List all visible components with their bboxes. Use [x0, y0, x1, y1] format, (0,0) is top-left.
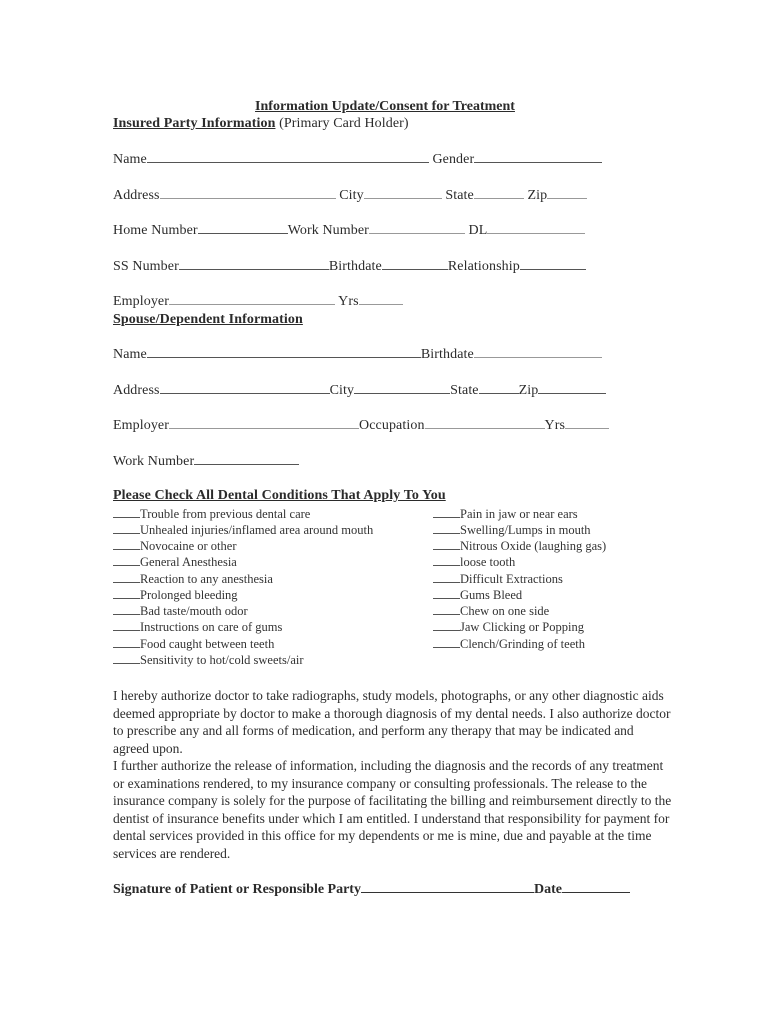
insured-zip-field[interactable]: [547, 187, 587, 199]
condition-checkbox[interactable]: [433, 555, 460, 566]
condition-checkbox[interactable]: [433, 539, 460, 550]
condition-label: Prolonged bleeding: [140, 588, 238, 602]
condition-checkbox[interactable]: [113, 572, 140, 583]
spouse-heading-line: [113, 312, 303, 328]
condition-label: Clench/Grinding of teeth: [460, 637, 585, 651]
condition-checkbox[interactable]: [113, 539, 140, 550]
insured-ss-label: SS Number: [113, 259, 179, 274]
insured-phone-row: [113, 222, 585, 239]
condition-item: [433, 555, 515, 570]
insured-employer-label: Employer: [113, 294, 170, 309]
condition-label: Trouble from previous dental care: [140, 507, 311, 521]
spouse-name-field[interactable]: [147, 346, 421, 358]
insured-employer-row: [113, 293, 403, 310]
insured-zip-label: Zip: [527, 188, 548, 203]
spouse-work-number-label: Work Number: [113, 454, 195, 469]
condition-checkbox[interactable]: [113, 653, 140, 664]
spouse-name-label: Name: [113, 347, 147, 362]
insured-birthdate-label: Birthdate: [328, 259, 382, 274]
condition-label: loose tooth: [460, 555, 516, 569]
signature-row: [113, 881, 630, 898]
insured-heading: Insured Party Information: [113, 116, 276, 131]
condition-item: [113, 604, 248, 619]
condition-item: [433, 507, 578, 522]
consent-paragraph-1: I hereby authorize doctor to take radiographs, study models, photographs, or any other diagnostic aids deemed appropriate by doctor to make a thorough diagnosis of my dental needs. I also authorize doctor to prescribe any and all forms of medication, and perform any therapy that may be indicated and agreed upon.: [113, 688, 671, 756]
insured-birthdate-field[interactable]: [382, 258, 448, 270]
condition-item: [113, 620, 282, 635]
condition-label: Jaw Clicking or Popping: [460, 620, 584, 634]
insured-relationship-field[interactable]: [520, 258, 586, 270]
condition-item: [433, 604, 549, 619]
condition-label: Sensitivity to hot/cold sweets/air: [140, 653, 304, 667]
insured-state-label: State: [445, 188, 474, 203]
spouse-occupation-label: Occupation: [359, 418, 425, 433]
condition-item: [433, 539, 606, 554]
insured-heading-suffix: (Primary Card Holder): [275, 116, 409, 131]
spouse-address-label: Address: [113, 383, 160, 398]
condition-item: [113, 653, 304, 668]
insured-home-number-label: Home Number: [113, 223, 198, 238]
spouse-city-label: City: [329, 383, 355, 398]
insured-address-field[interactable]: [160, 187, 336, 199]
spouse-address-field[interactable]: [160, 382, 330, 394]
condition-checkbox[interactable]: [433, 604, 460, 615]
condition-checkbox[interactable]: [113, 620, 140, 631]
signature-label: Signature of Patient or Responsible Party: [113, 882, 361, 897]
spouse-zip-label: Zip: [518, 383, 539, 398]
spouse-work-number-row: [113, 453, 299, 470]
spouse-work-number-field[interactable]: [194, 453, 299, 465]
condition-item: [113, 572, 273, 587]
condition-item: [433, 588, 522, 603]
condition-checkbox[interactable]: [113, 523, 140, 534]
condition-checkbox[interactable]: [113, 588, 140, 599]
spouse-employer-field[interactable]: [169, 417, 359, 429]
condition-label: Novocaine or other: [140, 539, 237, 553]
condition-item: [113, 637, 274, 652]
spouse-address-row: [113, 382, 606, 399]
condition-checkbox[interactable]: [433, 637, 460, 648]
condition-checkbox[interactable]: [433, 572, 460, 583]
condition-item: [433, 523, 591, 538]
condition-label: Pain in jaw or near ears: [460, 507, 578, 521]
condition-checkbox[interactable]: [433, 507, 460, 518]
insured-dl-field[interactable]: [487, 222, 585, 234]
condition-checkbox[interactable]: [433, 523, 460, 534]
condition-checkbox[interactable]: [113, 637, 140, 648]
spouse-yrs-field[interactable]: [565, 417, 609, 429]
date-field[interactable]: [562, 881, 630, 893]
condition-item: [113, 523, 373, 538]
insured-gender-label: Gender: [432, 152, 475, 167]
condition-item: [433, 637, 585, 652]
condition-checkbox[interactable]: [113, 604, 140, 615]
condition-label: Instructions on care of gums: [140, 620, 283, 634]
insured-state-field[interactable]: [474, 187, 524, 199]
spouse-employer-row: [113, 417, 609, 434]
condition-label: General Anesthesia: [140, 555, 237, 569]
insured-city-field[interactable]: [364, 187, 442, 199]
spouse-employer-label: Employer: [113, 418, 170, 433]
insured-heading-line: [113, 116, 409, 132]
insured-ss-field[interactable]: [179, 258, 329, 270]
insured-home-number-field[interactable]: [198, 222, 288, 234]
spouse-occupation-field[interactable]: [425, 417, 545, 429]
insured-work-number-label: Work Number: [287, 223, 369, 238]
condition-label: Food caught between teeth: [140, 637, 275, 651]
condition-label: Unhealed injuries/inflamed area around mouth: [140, 523, 374, 537]
consent-paragraph-2: I further authorize the release of information, including the diagnosis and the records of any treatment or examinations rendered, to my insurance company or consulting professionals. The release to the insurance company is solely for the purpose of facilitating the billing and reimbursement directly to the dentist of insurance benefits under which I am entitled. I understand that responsibility for payment for dental services provided in this office for my dependents or me is mine, due and payable at the time services are rendered.: [113, 758, 672, 861]
form-title: Information Update/Consent for Treatment: [255, 99, 515, 114]
condition-label: Difficult Extractions: [460, 572, 563, 586]
condition-item: [113, 555, 237, 570]
spouse-state-label: State: [450, 383, 479, 398]
spouse-birthdate-label: Birthdate: [420, 347, 474, 362]
condition-item: [433, 572, 563, 587]
condition-label: Chew on one side: [460, 604, 550, 618]
condition-label: Bad taste/mouth odor: [140, 604, 248, 618]
condition-item: [113, 507, 310, 522]
insured-name-row: [113, 151, 602, 168]
spouse-zip-field[interactable]: [538, 382, 606, 394]
condition-label: Nitrous Oxide (laughing gas): [460, 539, 607, 553]
spouse-city-field[interactable]: [354, 382, 450, 394]
condition-label: Swelling/Lumps in mouth: [460, 523, 591, 537]
spouse-state-field[interactable]: [479, 382, 519, 394]
insured-relationship-label: Relationship: [447, 259, 520, 274]
insured-city-label: City: [339, 188, 364, 203]
insured-name-field[interactable]: [147, 151, 429, 163]
insured-yrs-field[interactable]: [359, 293, 403, 305]
insured-address-row: [113, 187, 587, 204]
insured-work-number-field[interactable]: [369, 222, 465, 234]
spouse-birthdate-field[interactable]: [474, 346, 602, 358]
conditions-heading: Please Check All Dental Conditions That Apply To You: [113, 488, 446, 503]
insured-yrs-label: Yrs: [338, 294, 359, 309]
consent-text: [113, 687, 673, 862]
condition-checkbox[interactable]: [113, 555, 140, 566]
condition-item: [113, 539, 237, 554]
spouse-heading: Spouse/Dependent Information: [113, 312, 303, 327]
signature-field[interactable]: [361, 881, 534, 893]
insured-name-label: Name: [113, 152, 147, 167]
condition-label: Reaction to any anesthesia: [140, 572, 273, 586]
date-label: Date: [533, 882, 562, 897]
spouse-yrs-label: Yrs: [544, 418, 566, 433]
condition-item: [113, 588, 238, 603]
condition-label: Gums Bleed: [460, 588, 523, 602]
insured-address-label: Address: [113, 188, 160, 203]
insured-employer-field[interactable]: [169, 293, 335, 305]
insured-ss-row: [113, 258, 586, 275]
spouse-name-row: [113, 346, 602, 363]
condition-item: [433, 620, 584, 635]
condition-checkbox[interactable]: [433, 620, 460, 631]
insured-gender-field[interactable]: [474, 151, 602, 163]
insured-dl-label: DL: [468, 223, 488, 238]
conditions-heading-line: [113, 488, 446, 504]
condition-checkbox[interactable]: [113, 507, 140, 518]
condition-checkbox[interactable]: [433, 588, 460, 599]
